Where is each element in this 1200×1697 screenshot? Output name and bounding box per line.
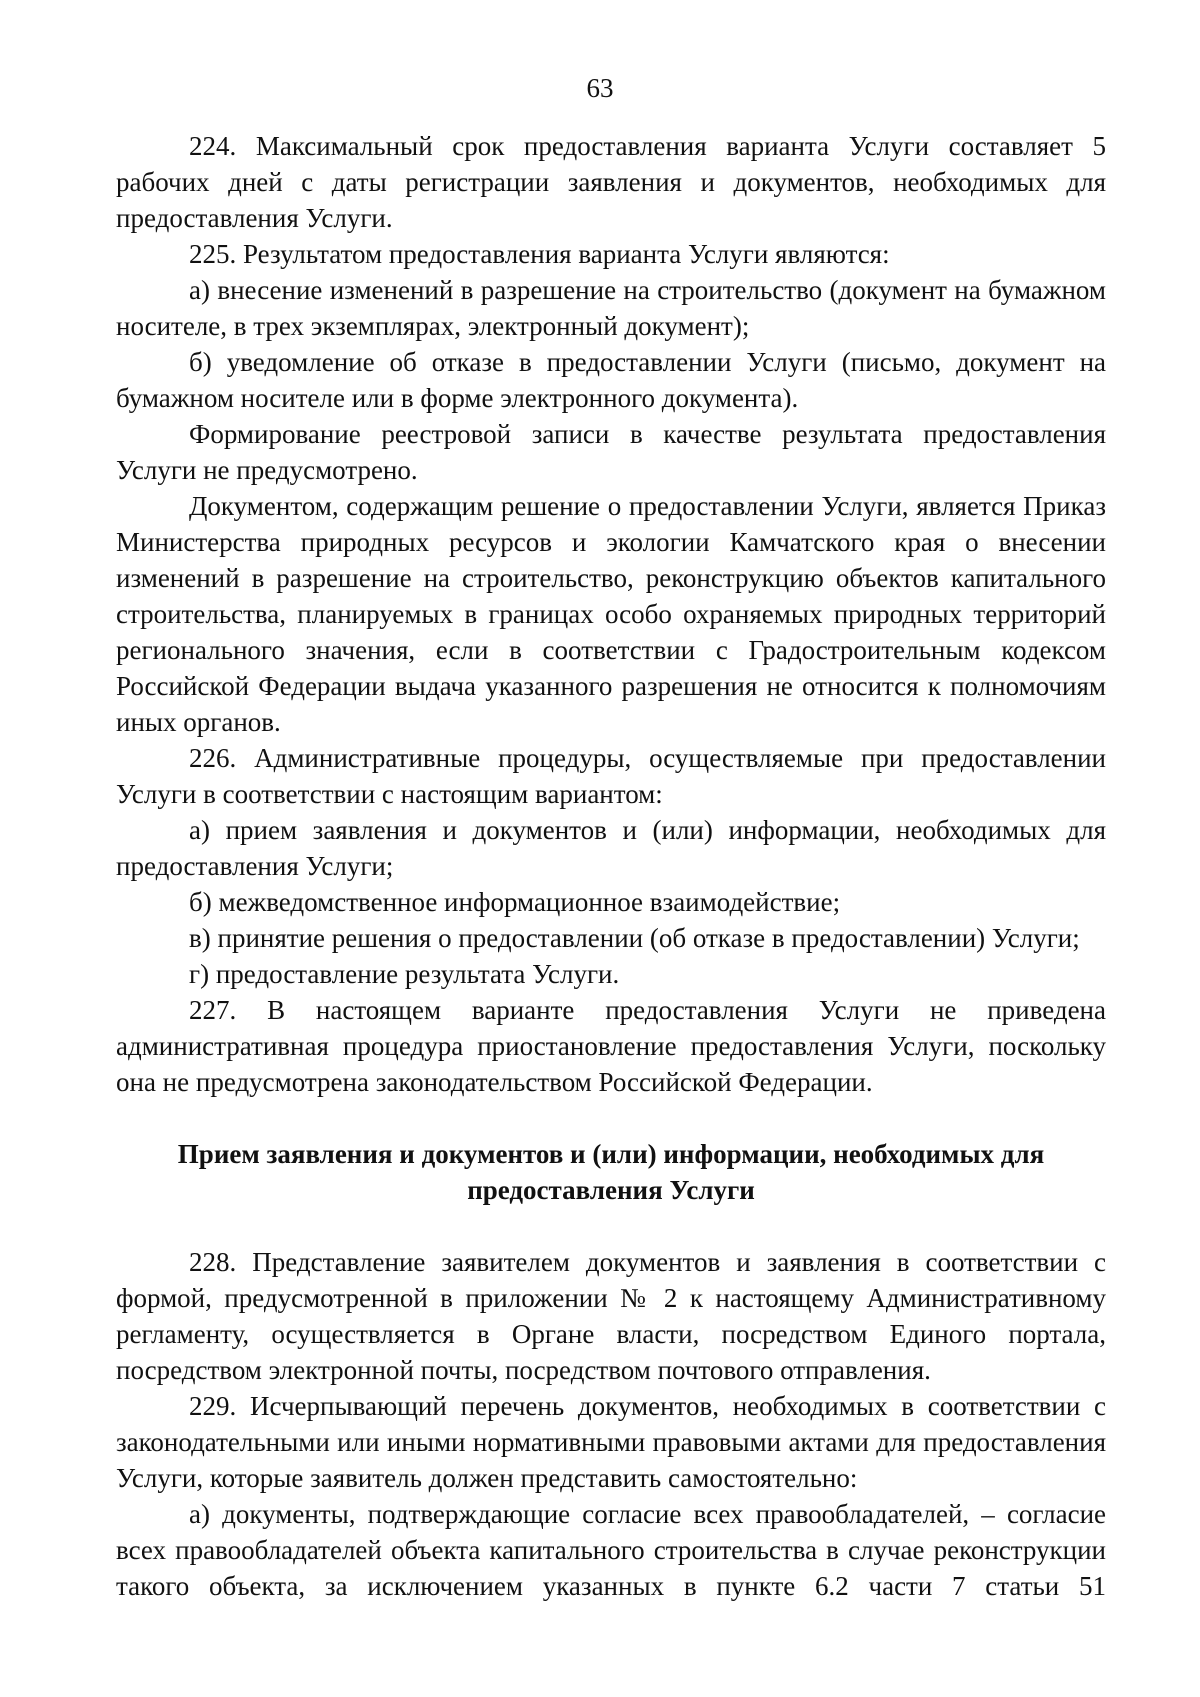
paragraph-text: Формирование реестровой записи в качестве результата предоставления Услуги не предусмотрено. bbox=[116, 419, 1106, 485]
paragraph-229 bbox=[116, 1388, 1106, 1496]
list-marker: г) bbox=[189, 959, 210, 989]
list-marker: б) bbox=[189, 347, 212, 377]
paragraph-226 bbox=[116, 740, 1106, 812]
list-item-text: прием заявления и документов и (или) информации, необходимых для предоставления Услуги; bbox=[116, 815, 1107, 881]
item-number: 224. bbox=[189, 131, 237, 161]
list-item-229-a bbox=[116, 1496, 1106, 1604]
paragraph-text: Исчерпывающий перечень документов, необходимых в соответствии с законодательными или иными нормативными правовыми актами для предоставления Услуги, которые заявитель должен представить самостоятельно: bbox=[116, 1391, 1106, 1493]
item-number: 228. bbox=[189, 1247, 237, 1277]
section-heading: Прием заявления и документов и (или) информации, необходимых для предоставления Услуги bbox=[177, 1139, 1045, 1205]
list-item-text: принятие решения о предоставлении (об отказе в предоставлении) Услуги; bbox=[217, 923, 1080, 953]
item-number: 227. bbox=[189, 995, 237, 1025]
paragraph-224 bbox=[116, 128, 1106, 236]
paragraph-text: Представление заявителем документов и заявления в соответствии с формой, предусмотренной в приложении № 2 к настоящему Административному регламенту, осуществляется в Органе власти, посредством Единого портала, посредством электронной почты, посредством почтового отправления. bbox=[116, 1247, 1107, 1385]
list-item-225-a bbox=[116, 272, 1106, 344]
item-number: 229. bbox=[189, 1391, 237, 1421]
item-number: 226. bbox=[189, 743, 237, 773]
page-number: 63 bbox=[586, 73, 614, 103]
paragraph-227 bbox=[116, 992, 1106, 1100]
paragraph-text: Документом, содержащим решение о предоставлении Услуги, является Приказ Министерства природных ресурсов и экологии Камчатского края о внесении изменений в разрешение на строительство, реконструкцию объектов капитального строительства, планируемых в границах особо охраняемых природных территорий регионального значения, если в соответствии с Градостроительным кодексом Российской Федерации выдача указанного разрешения не относится к полномочиям иных органов. bbox=[116, 491, 1106, 737]
list-item-226-v bbox=[116, 920, 1106, 956]
paragraph-text: Результатом предоставления варианта Услуги являются: bbox=[243, 239, 890, 269]
list-item-text: внесение изменений в разрешение на строительство (документ на бумажном носителе, в трех экземплярах, электронный документ); bbox=[116, 275, 1107, 341]
paragraph-decision-document bbox=[116, 488, 1106, 740]
list-item-225-b bbox=[116, 344, 1106, 416]
paragraph-text: Административные процедуры, осуществляемые при предоставлении Услуги в соответствии с настоящим вариантом: bbox=[116, 743, 1107, 809]
list-item-226-a bbox=[116, 812, 1106, 884]
list-marker: в) bbox=[189, 923, 211, 953]
list-marker: а) bbox=[189, 1499, 210, 1529]
list-item-text: межведомственное информационное взаимодействие; bbox=[218, 887, 841, 917]
list-item-226-b bbox=[116, 884, 1106, 920]
list-item-text: предоставление результата Услуги. bbox=[215, 959, 620, 989]
list-marker: а) bbox=[189, 815, 210, 845]
list-marker: а) bbox=[189, 275, 210, 305]
list-item-text: уведомление об отказе в предоставлении Услуги (письмо, документ на бумажном носителе или в форме электронного документа). bbox=[116, 347, 1107, 413]
document-body bbox=[116, 128, 1106, 1604]
list-item-226-g bbox=[116, 956, 1106, 992]
item-number: 225. bbox=[189, 239, 237, 269]
paragraph-text: Максимальный срок предоставления варианта Услуги составляет 5 рабочих дней с даты регистрации заявления и документов, необходимых для предоставления Услуги. bbox=[116, 131, 1107, 233]
paragraph-registry-note bbox=[116, 416, 1106, 488]
paragraph-225 bbox=[116, 236, 1106, 272]
list-marker: б) bbox=[189, 887, 212, 917]
list-item-text: документы, подтверждающие согласие всех правообладателей, – согласие всех правообладателей объекта капитального строительства в случае реконструкции такого объекта, за исключением указанных в пункте 6.2 части 7 статьи 51 bbox=[116, 1499, 1107, 1601]
paragraph-228 bbox=[116, 1244, 1106, 1388]
paragraph-text: В настоящем варианте предоставления Услуги не приведена административная процедура приостановление предоставления Услуги, поскольку она не предусмотрена законодательством Российской Федерации. bbox=[116, 995, 1106, 1097]
